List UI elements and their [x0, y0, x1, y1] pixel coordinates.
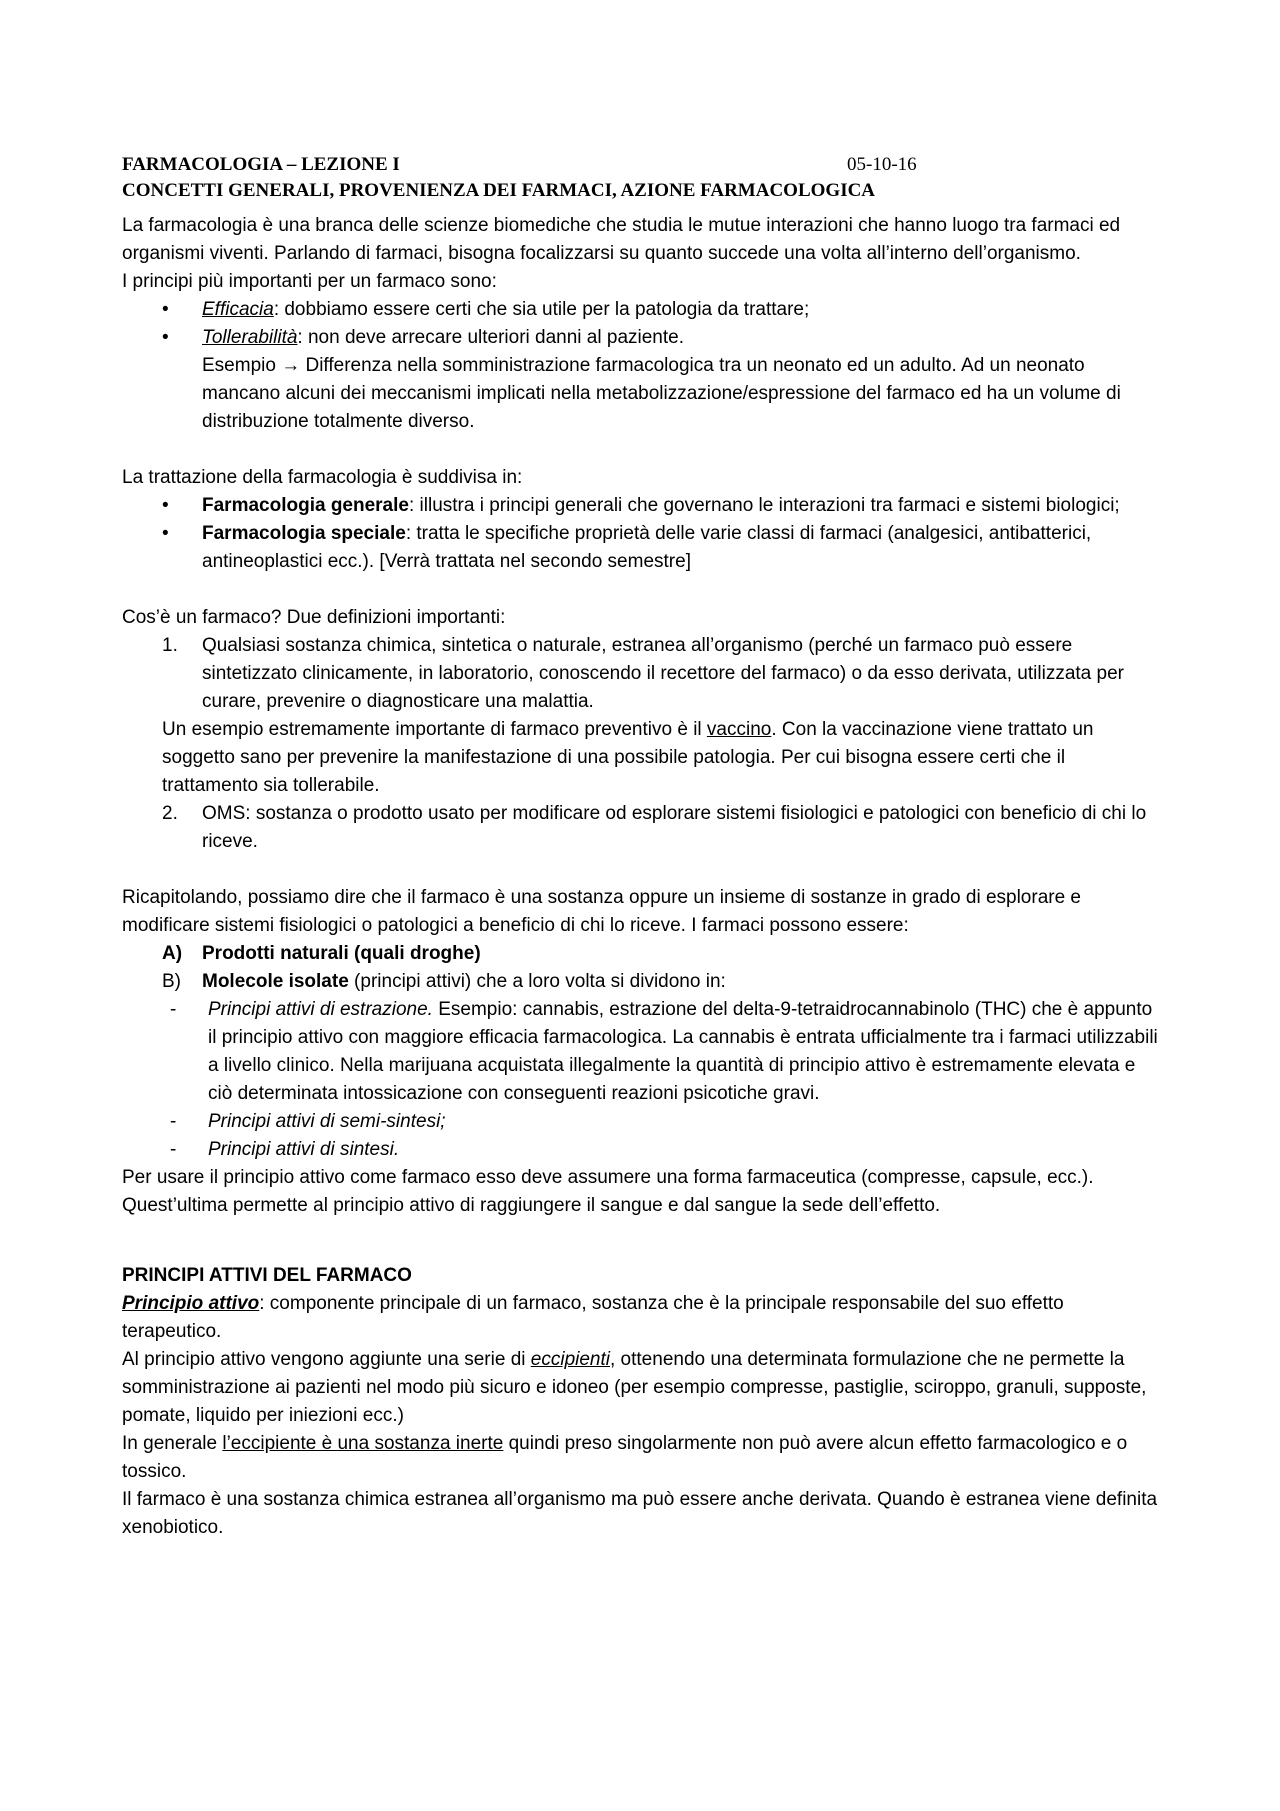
text-run: Al principio attivo vengono aggiunte una serie di [122, 1349, 531, 1370]
list-letter: A) [162, 943, 183, 964]
item-text: Esempio: cannabis, estrazione del delta-9-tetraidrocannabinolo (THC) che è appunto il principio attivo con maggiore efficacia farmacologica. La cannabis è entrata ufficialmente tra i farmaci utilizzabili a livello clinico. Nella marijuana acquistata illegalmente la quantità di principio attivo è estremamente elevata e ciò determinata intossicazione con conseguenti reazioni psicotiche gravi. [208, 999, 1158, 1104]
item-text: Prodotti naturali (quali droghe) [202, 943, 481, 964]
list-number: 1. [162, 635, 178, 656]
item-text: Qualsiasi sostanza chimica, sintetica o naturale, estranea all’organismo (perché un farmaco può essere sintetizzato clinicamente, in laboratorio, conoscendo il recettore del farmaco) o da esso derivata, utilizzata per curare, prevenire o diagnosticare una malattia. [202, 635, 1124, 712]
text-run: : componente principale di un farmaco, sostanza che è la principale responsabile del suo effetto terapeutico. [122, 1293, 1064, 1342]
term-efficacia: Efficacia [202, 299, 274, 320]
pharmaceutical-form-paragraph: Per usare il principio attivo come farmaco esso deve assumere una forma farmaceutica (compresse, capsule, ecc.). Quest’ultima permette al principio attivo di raggiungere il sangue e dal sangue la sede dell’effetto. [122, 1167, 1094, 1216]
text-run: In generale [122, 1433, 223, 1454]
eccipienti-paragraph [122, 1346, 1162, 1430]
term-principio-attivo: Principio attivo [122, 1293, 260, 1314]
bullet-icon: • [162, 299, 169, 320]
item-text: Principi attivi di sintesi. [208, 1139, 400, 1160]
lesson-date: 05-10-16 [847, 154, 917, 175]
list-item [122, 492, 1162, 520]
example-paragraph: Esempio → Differenza nella somministrazione farmacologica tra un neonato ed un adulto. Ad un neonato mancano alcuni dei meccanismi implicati nella metabolizzazione/espressione del farmaco ed ha un volume di distribuzione totalmente diverso. [202, 355, 1121, 432]
bullet-icon: • [162, 523, 169, 544]
term-tollerabilita: Tollerabilità [202, 327, 298, 348]
document-page [122, 152, 1162, 1542]
text-run: Un esempio estremamente importante di farmaco preventivo è il [162, 719, 707, 740]
term-estrazione: Principi attivi di estrazione. [208, 999, 433, 1020]
term-farmacologia-generale: Farmacologia generale [202, 495, 409, 516]
inert-paragraph [122, 1430, 1162, 1486]
lesson-title: FARMACOLOGIA – LEZIONE I [122, 154, 400, 175]
bullet-icon: • [162, 327, 169, 348]
item-text: : tratta le specifiche proprietà delle varie classi di farmaci (analgesici, antibatterici, antineoplastici ecc.). [Verrà trattata nel secondo semestre] [202, 523, 1092, 572]
list-item [122, 296, 1162, 324]
term-eccipienti: eccipienti [530, 1349, 610, 1370]
principles-lead: I principi più importanti per un farmaco sono: [122, 271, 497, 292]
section-heading [122, 1262, 1162, 1290]
vaccine-paragraph [122, 716, 1162, 800]
definitions-lead: Cos’è un farmaco? Due definizioni importanti: [122, 607, 506, 628]
document-header [122, 152, 1162, 204]
text-run: . Con la vaccinazione viene trattato un soggetto sano per prevenire la manifestazione di una possibile patologia. Per cui bisogna essere certi che il trattamento sia tollerabile. [162, 719, 1094, 796]
term-farmacologia-speciale: Farmacologia speciale [202, 523, 406, 544]
item-text: Principi attivi di semi-sintesi; [208, 1111, 446, 1132]
dash-marker: - [170, 999, 177, 1020]
list-item [122, 1108, 1162, 1136]
dash-marker: - [170, 1139, 177, 1160]
list-number: 2. [162, 803, 178, 824]
list-item [122, 1136, 1162, 1164]
dash-marker: - [170, 1111, 177, 1132]
list-item [122, 800, 1162, 856]
division-lead: La trattazione della farmacologia è suddivisa in: [122, 467, 523, 488]
term-molecole-isolate: Molecole isolate [202, 971, 349, 992]
lesson-subtitle: CONCETTI GENERALI, PROVENIENZA DEI FARMACI, AZIONE FARMACOLOGICA [122, 180, 876, 201]
item-text: : non deve arrecare ulteriori danni al paziente. [297, 327, 684, 348]
list-item [122, 632, 1162, 716]
list-item [122, 940, 1162, 968]
list-item [122, 324, 1162, 352]
heading-text: PRINCIPI ATTIVI DEL FARMACO [122, 1265, 412, 1286]
text-run: quindi preso singolarmente non può avere alcun effetto farmacologico e o tossico. [122, 1433, 1128, 1482]
xenobiotic-paragraph: Il farmaco è una sostanza chimica estranea all’organismo ma può essere anche derivata. Quando è estranea viene definita xenobiotico. [122, 1489, 1158, 1538]
inert-highlight: l’eccipiente è una sostanza inerte [222, 1433, 504, 1454]
list-letter: B) [162, 971, 181, 992]
item-text: OMS: sostanza o prodotto usato per modificare od esplorare sistemi fisiologici e patologici con beneficio di chi lo riceve. [202, 803, 1147, 852]
bullet-icon: • [162, 495, 169, 516]
item-text: : illustra i principi generali che governano le interazioni tra farmaci e sistemi biologici; [408, 495, 1120, 516]
item-text: (principi attivi) che a loro volta si dividono in: [348, 971, 726, 992]
item-text: : dobbiamo essere certi che sia utile per la patologia da trattare; [273, 299, 810, 320]
list-item [122, 520, 1162, 576]
text-run: , ottenendo una determinata formulazione che ne permette la somministrazione ai pazienti nel modo più sicuro e idoneo (per esempio compresse, pastiglie, sciroppo, granuli, supposte, pomate, liquido per iniezioni ecc.) [122, 1349, 1147, 1426]
summary-paragraph: Ricapitolando, possiamo dire che il farmaco è una sostanza oppure un insieme di sostanze in grado di esplorare e modificare sistemi fisiologici o patologici a beneficio di chi lo riceve. I farmaci possono essere: [122, 887, 1081, 936]
list-item [122, 996, 1162, 1108]
list-item [122, 968, 1162, 996]
principio-attivo-paragraph [122, 1290, 1162, 1346]
intro-paragraph: La farmacologia è una branca delle scienze biomediche che studia le mutue interazioni che hanno luogo tra farmaci ed organismi viventi. Parlando di farmaci, bisogna focalizzarsi su quanto succede una volta all’interno dell’organismo. [122, 215, 1121, 264]
term-vaccino: vaccino [706, 719, 772, 740]
